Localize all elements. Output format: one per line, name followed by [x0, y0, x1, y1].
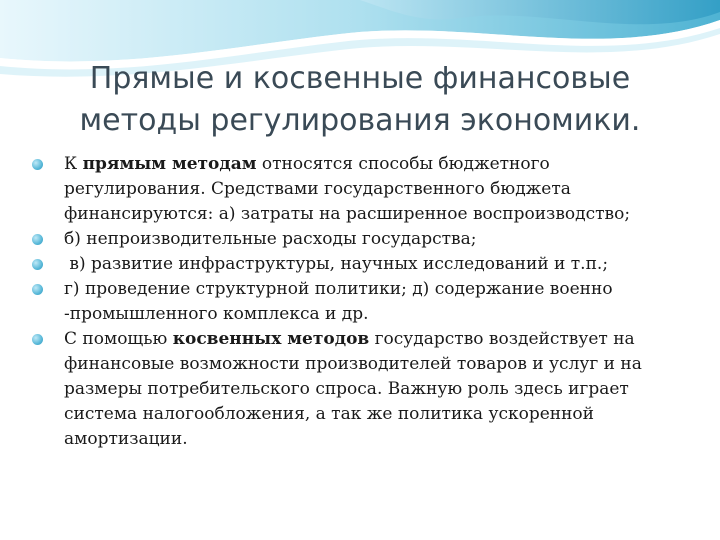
bullet-text: в) развитие инфраструктуры, научных исследований и т.п.; [64, 254, 609, 274]
bullet-icon [32, 334, 43, 345]
bullet-item [30, 327, 690, 452]
bullet-icon [32, 259, 43, 270]
bullet-item [30, 227, 690, 252]
slide-title [20, 58, 700, 142]
slide-title-line: методы регулирования экономики. [79, 103, 641, 138]
bullet-item [30, 277, 690, 327]
bold-term: прямым методам [82, 154, 257, 174]
bullet-list [30, 152, 690, 452]
bullet-icon [32, 159, 43, 170]
bullet-text: г) проведение структурной политики; д) содержание военно -промышленного комплекса и др. [64, 279, 613, 324]
bullet-item [30, 152, 690, 227]
bullet-icon [32, 234, 43, 245]
bold-term: косвенных методов [172, 329, 370, 349]
bullet-text: К прямым методам относятся способы бюджетного регулирования. Средствами государственного бюджета финансируются: а) затраты на расширенное воспроизводство; [64, 154, 631, 224]
bullet-icon [32, 284, 43, 295]
bullet-text: б) непроизводительные расходы государства; [64, 229, 477, 249]
slide-title-line: Прямые и косвенные финансовые [89, 61, 631, 96]
bullet-text: С помощью косвенных методов государство воздействует на финансовые возможности производителей товаров и услуг и на размеры потребительского спроса. Важную роль здесь играет система налогообложения, а так же политика ускоренной амортизации. [64, 329, 642, 449]
bullet-item [30, 252, 690, 277]
